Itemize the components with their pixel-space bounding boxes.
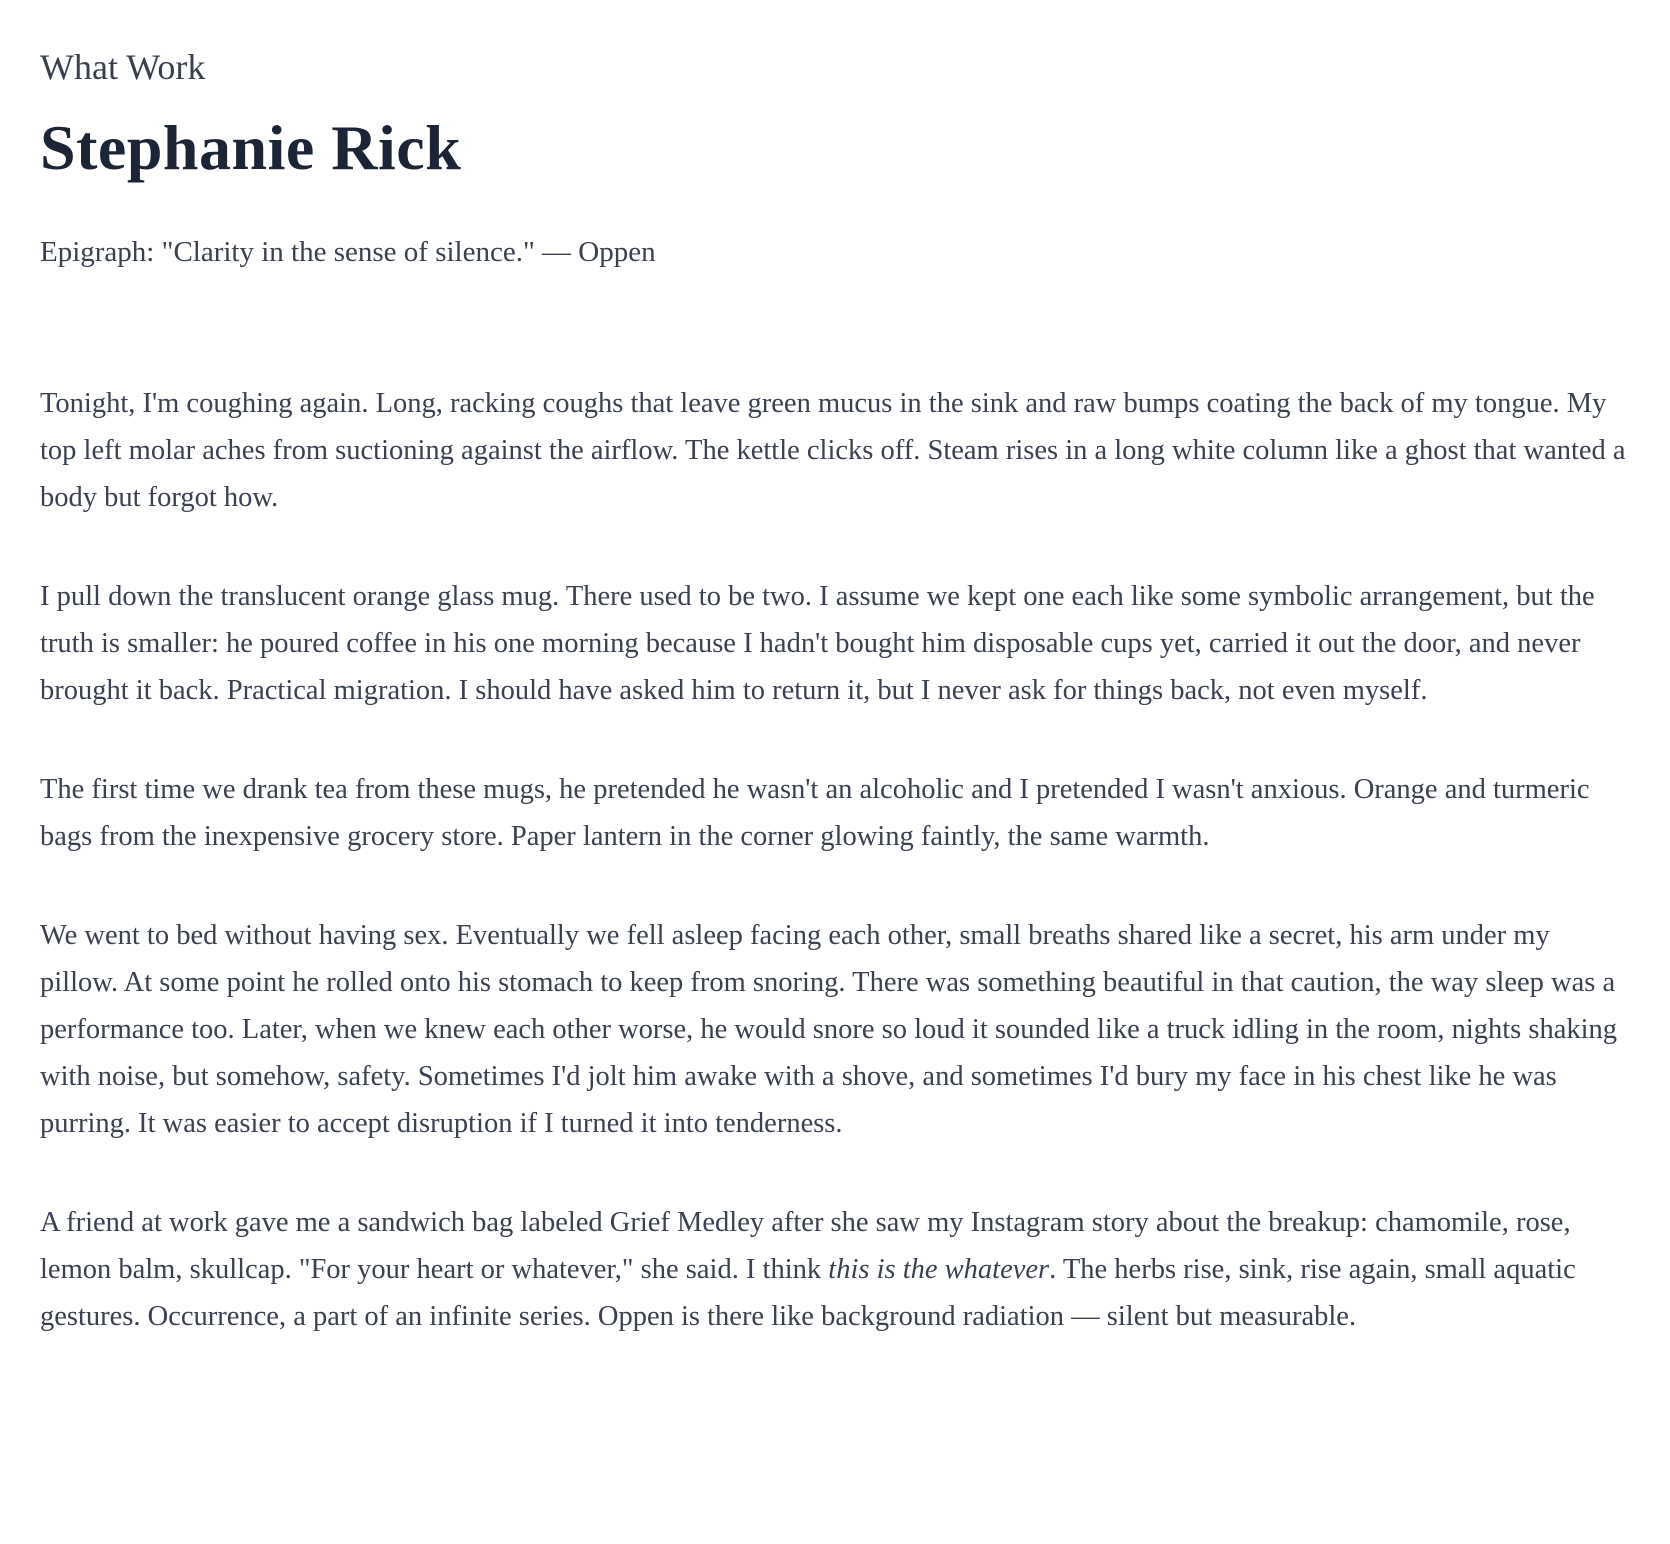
paragraph: [40, 766, 1630, 860]
paragraph: [40, 573, 1630, 714]
post-kicker: What Work: [40, 47, 206, 87]
text-segment: A friend at work gave me a sandwich bag labeled Grief Medley after she saw my Instagram story about the breakup: chamomile, rose, lemon balm, skullcap. "For your heart or whatever," she said. I think: [40, 1207, 1571, 1286]
text-segment: I pull down the translucent orange glass mug. There used to be two. I assume we kept one each like some symbolic arrangement, but the truth is smaller: he poured coffee in his one morning because I hadn't bought him disposable cups yet, carried it out the door, and never brought it back. Practical migration. I should have asked him to return it, but I never ask for things back, not even myself.: [40, 581, 1595, 707]
text-segment: We went to bed without having sex. Eventually we fell asleep facing each other, small breaths shared like a secret, his arm under my pillow. At some point he rolled onto his stomach to keep from snoring. There was something beautiful in that caution, the way sleep was a performance too. Later, when we knew each other worse, he would snore so loud it sounded like a truck idling in the room, nights shaking with noise, but somehow, safety. Sometimes I'd jolt him awake with a shove, and sometimes I'd bury my face in his chest like he was purring. It was easier to accept disruption if I turned it into tenderness.: [40, 920, 1618, 1140]
epigraph: Epigraph: "Clarity in the sense of silence." — Oppen: [40, 235, 656, 268]
text-segment: Tonight, I'm coughing again. Long, racking coughs that leave green mucus in the sink and raw bumps coating the back of my tongue. My top left molar aches from suctioning against the airflow. The kettle clicks off. Steam rises in a long white column like a ghost that wanted a body but forgot how.: [40, 388, 1626, 514]
paragraph: [40, 912, 1630, 1147]
paragraph: [40, 1199, 1630, 1340]
article-body: [40, 380, 1630, 1340]
text-segment: . The herbs rise, sink, rise again, small aquatic gestures. Occurrence, a part of an infinite series. Oppen is there like background radiation — silent but measurable.: [40, 1254, 1576, 1333]
italic-text-segment: this is the whatever: [828, 1254, 1050, 1286]
text-segment: The first time we drank tea from these mugs, he pretended he wasn't an alcoholic and I pretended I wasn't anxious. Orange and turmeric bags from the inexpensive grocery store. Paper lantern in the corner glowing faintly, the same warmth.: [40, 774, 1590, 853]
paragraph: [40, 380, 1630, 521]
page-title: Stephanie Rick: [40, 112, 462, 184]
